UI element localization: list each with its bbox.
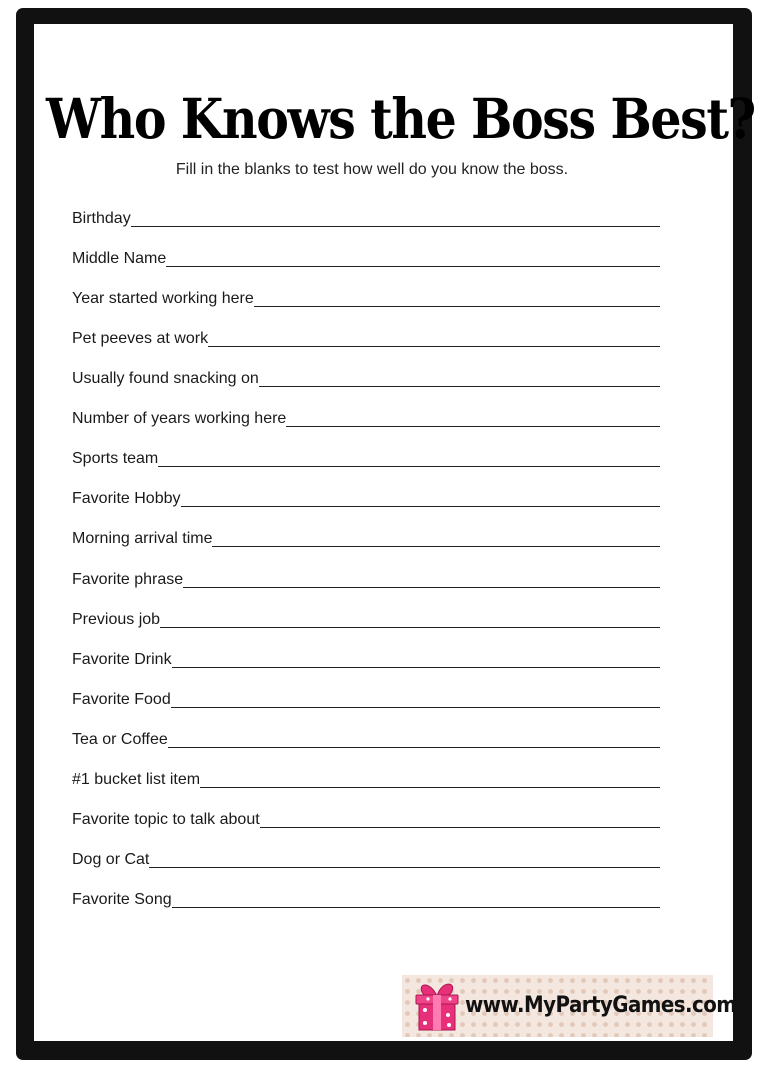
- field-label: Previous job: [72, 611, 161, 628]
- field-row: [72, 406, 660, 430]
- answer-blank[interactable]: [168, 747, 660, 748]
- field-row: [72, 366, 660, 390]
- field-row: [72, 526, 660, 550]
- field-row: [72, 246, 660, 270]
- answer-blank[interactable]: [259, 386, 660, 387]
- field-label: Favorite topic to talk about: [72, 811, 260, 828]
- page-title: Who Knows the Boss Best?: [46, 86, 755, 152]
- field-row: [72, 286, 660, 310]
- field-row: [72, 607, 660, 631]
- field-label: Number of years working here: [72, 410, 287, 427]
- answer-blank[interactable]: [166, 266, 660, 267]
- field-label: Middle Name: [72, 250, 167, 267]
- field-row: [72, 807, 660, 831]
- answer-blank[interactable]: [183, 587, 660, 588]
- answer-blank[interactable]: [260, 827, 660, 828]
- site-logo-banner[interactable]: [402, 975, 737, 1037]
- field-label: Dog or Cat: [72, 851, 150, 868]
- logo-url-text: www.MyPartyGames.com: [465, 993, 737, 1018]
- field-label: Favorite Food: [72, 691, 171, 708]
- field-row: [72, 767, 660, 791]
- answer-blank[interactable]: [171, 707, 660, 708]
- answer-blank[interactable]: [181, 506, 661, 507]
- field-label: Morning arrival time: [72, 530, 213, 547]
- answer-blank[interactable]: [149, 867, 660, 868]
- field-label: Tea or Coffee: [72, 731, 168, 748]
- instructions-text: Fill in the blanks to test how well do you know the boss.: [175, 161, 569, 178]
- field-label: Favorite Drink: [72, 651, 172, 668]
- field-row: [72, 567, 660, 591]
- field-label: Favorite phrase: [72, 571, 184, 588]
- field-label: Favorite Song: [72, 891, 172, 908]
- answer-blank[interactable]: [286, 426, 660, 427]
- answer-blank[interactable]: [172, 907, 660, 908]
- field-label: Pet peeves at work: [72, 330, 209, 347]
- answer-blank[interactable]: [208, 346, 660, 347]
- field-row: [72, 847, 660, 871]
- field-row: [72, 647, 660, 671]
- field-label: Year started working here: [72, 290, 254, 307]
- field-label: Favorite Hobby: [72, 490, 181, 507]
- field-row: [72, 206, 660, 230]
- answer-blank[interactable]: [131, 226, 660, 227]
- field-row: [72, 727, 660, 751]
- answer-blank[interactable]: [172, 667, 660, 668]
- answer-blank[interactable]: [158, 466, 660, 467]
- field-row: [72, 887, 660, 911]
- answer-blank[interactable]: [160, 627, 660, 628]
- field-label: Sports team: [72, 450, 159, 467]
- answer-blank[interactable]: [200, 787, 660, 788]
- field-label: Birthday: [72, 210, 131, 227]
- field-label: Usually found snacking on: [72, 370, 259, 387]
- field-row: [72, 326, 660, 350]
- answer-blank[interactable]: [212, 546, 660, 547]
- gift-box-icon: [410, 977, 464, 1033]
- field-label: #1 bucket list item: [72, 771, 201, 788]
- field-row: [72, 687, 660, 711]
- field-row: [72, 446, 660, 470]
- field-row: [72, 486, 660, 510]
- answer-blank[interactable]: [254, 306, 660, 307]
